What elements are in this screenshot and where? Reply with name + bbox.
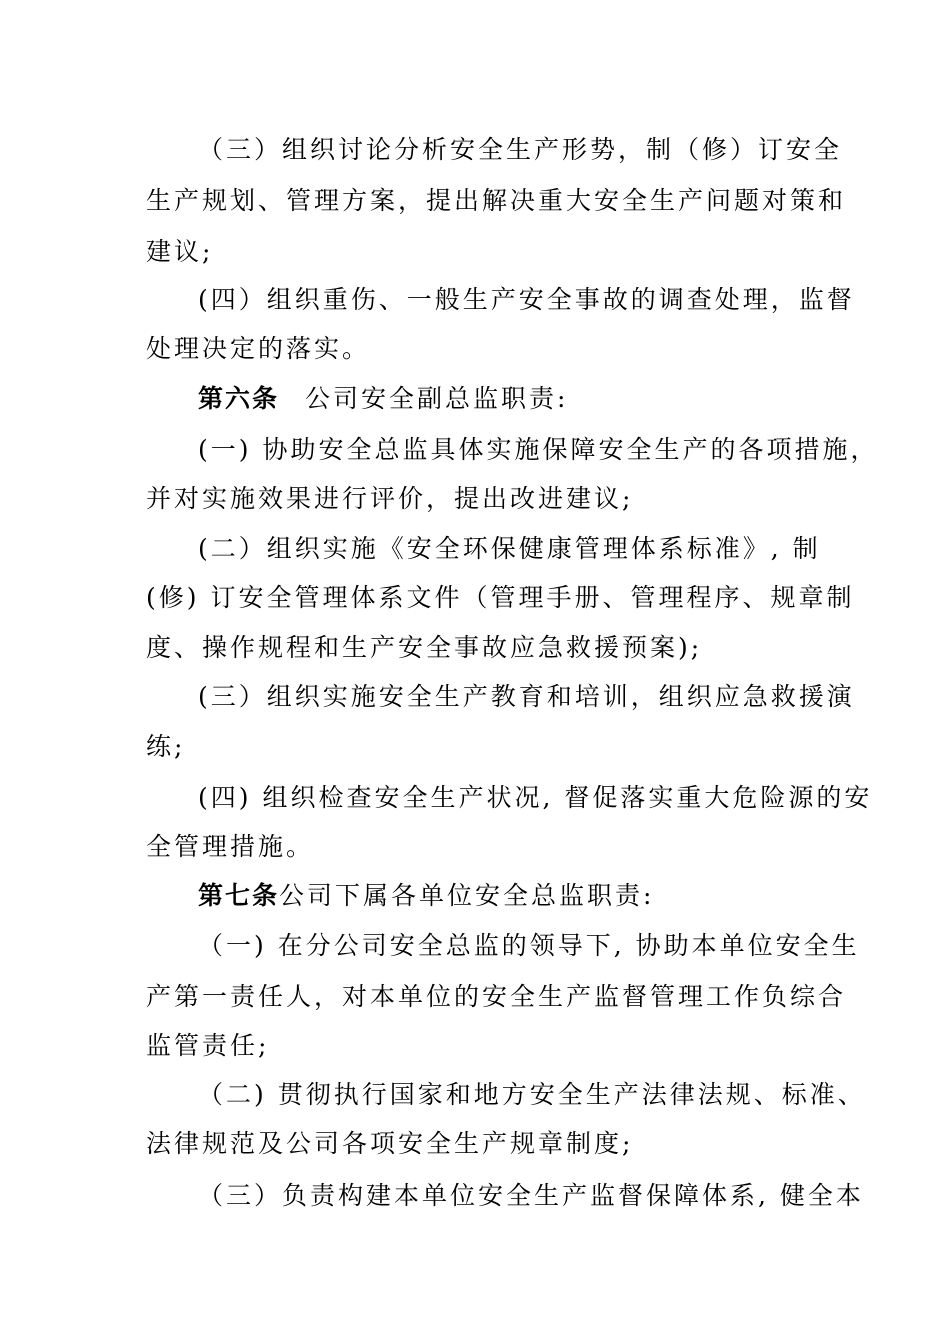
paragraph-line: (四）组织重伤、一般生产安全事故的调查处理，监督	[198, 285, 855, 314]
paragraph-line: (二）组织实施《安全环保健康管理体系标准》, 制	[198, 534, 821, 563]
paragraph-line: （一) 在分公司安全总监的领导下, 协助本单位安全生	[198, 931, 860, 960]
paragraph-line: （三）组织讨论分析安全生产形势，制（修）订安全	[198, 135, 843, 164]
paragraph-line: 建议;	[146, 237, 214, 266]
paragraph-line: (四) 组织检查安全生产状况, 督促落实重大危险源的安	[198, 783, 873, 812]
paragraph-line: 生产规划、管理方案，提出解决重大安全生产问题对策和	[146, 186, 847, 215]
paragraph-line: (三）组织实施安全生产教育和培训，组织应急救援演	[198, 682, 855, 711]
paragraph-line: 处理决定的落实。	[146, 334, 371, 363]
paragraph-line: 监管责任;	[146, 1031, 270, 1060]
paragraph-line: 法律规范及公司各项安全生产规章制度;	[146, 1129, 634, 1158]
paragraph-line: 并对实施效果进行评价，提出改进建议;	[146, 484, 634, 513]
paragraph-line: 产第一责任人，对本单位的安全生产监督管理工作负综合	[146, 982, 847, 1011]
paragraph-line: 练;	[146, 732, 186, 761]
paragraph-line: 全管理措施。	[146, 832, 315, 861]
paragraph-line: (一) 协助安全总监具体实施保障安全生产的各项措施，	[198, 435, 879, 464]
article-6-heading: 第六条	[198, 384, 280, 413]
paragraph-line: （二) 贯彻执行国家和地方安全生产法律法规、标准、	[198, 1080, 866, 1109]
paragraph-line: 度、操作规程和生产安全事故应急救援预案);	[146, 633, 703, 662]
paragraph-line: （三）负责构建本单位安全生产监督保障体系, 健全本	[198, 1181, 864, 1210]
article-7-heading: 第七条	[198, 881, 280, 910]
article-7-title: 公司下属各单位安全总监职责:	[279, 881, 655, 910]
paragraph-line: (修) 订安全管理体系文件（管理手册、管理程序、规章制	[146, 583, 855, 612]
article-6-line	[0, 373, 950, 425]
article-6-title: 公司安全副总监职责:	[305, 384, 569, 413]
article-7-line	[0, 870, 950, 922]
